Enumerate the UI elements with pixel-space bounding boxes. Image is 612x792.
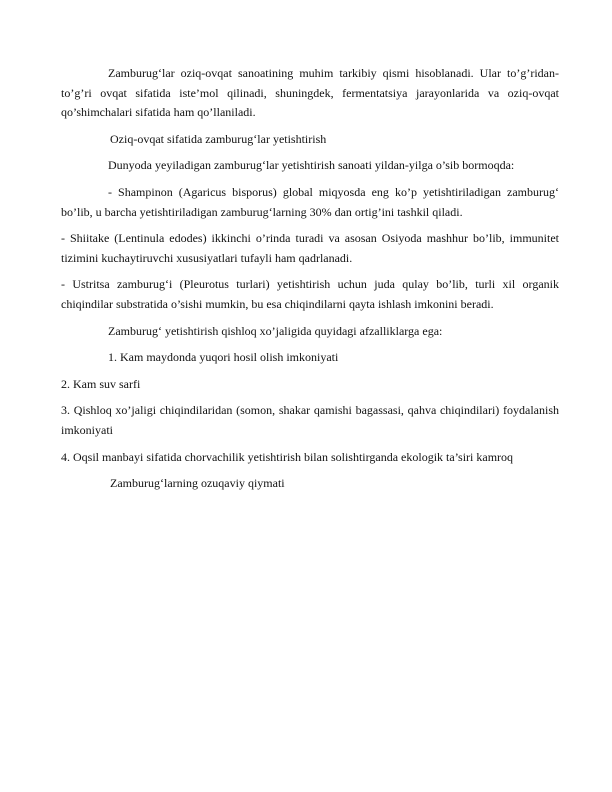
section-heading-cultivation: Oziq-ovqat sifatida zamburug‘lar yetishtirish bbox=[110, 131, 327, 146]
paragraph-advantages-intro: Zamburug‘ yetishtirish qishloq xo’jaligida quyidagi afzalliklarga ega: bbox=[108, 323, 443, 338]
list-item-advantage-4: 4. Oqsil manbayi sifatida chorvachilik yetishtirish bilan solishtirganda ekologik ta’siri kamroq bbox=[61, 449, 514, 464]
list-item-advantage-2: 2. Kam suv sarfi bbox=[61, 376, 141, 391]
list-item-shampinon: - Shampinon (Agaricus bisporus) global miqyosda eng ko’p yetishtiriladigan zamburug‘ bo’lib, u barcha yetishtiriladigan zamburug‘larning 30% dan ortig’ini tashkil qiladi. bbox=[61, 184, 559, 219]
section-heading-nutrition: Zamburug‘larning ozuqaviy qiymati bbox=[110, 476, 285, 491]
list-item-ustritsa: - Ustritsa zamburug‘i (Pleurotus turlari) yetishtirish uchun juda qulay bo’lib, turli xil organik chiqindilar substratida o’sishi mumkin, bu esa chiqindilarni qayta ishlash imkonini beradi. bbox=[61, 277, 559, 311]
document-page bbox=[61, 64, 559, 501]
paragraph-intro: Zamburug‘lar oziq-ovqat sanoatining muhim tarkibiy qismi hisoblanadi. Ular to’g’ridan-to’g’ri ovqat sifatida iste’mol qilinadi, shuningdek, fermentatsiya jarayonlarida va oziq-ovqat qo’shimchalari sifatida ham qo’llaniladi. bbox=[61, 66, 559, 120]
list-item-shiitake: - Shiitake (Lentinula edodes) ikkinchi o’rinda turadi va asosan Osiyoda mashhur bo’lib, immunitet tizimini kuchaytiruvchi xususiyatlari tufayli ham qadrlanadi. bbox=[61, 231, 559, 265]
list-item-advantage-1: 1. Kam maydonda yuqori hosil olish imkoniyati bbox=[108, 350, 339, 365]
list-item-advantage-3: 3. Qishloq xo’jaligi chiqindilaridan (somon, shakar qamishi bagassasi, qahva chiqindilari) foydalanish imkoniyati bbox=[61, 403, 559, 437]
paragraph-industry-growth: Dunyoda yeyiladigan zamburug‘lar yetishtirish sanoati yildan-yilga o’sib bormoqda: bbox=[108, 158, 515, 173]
